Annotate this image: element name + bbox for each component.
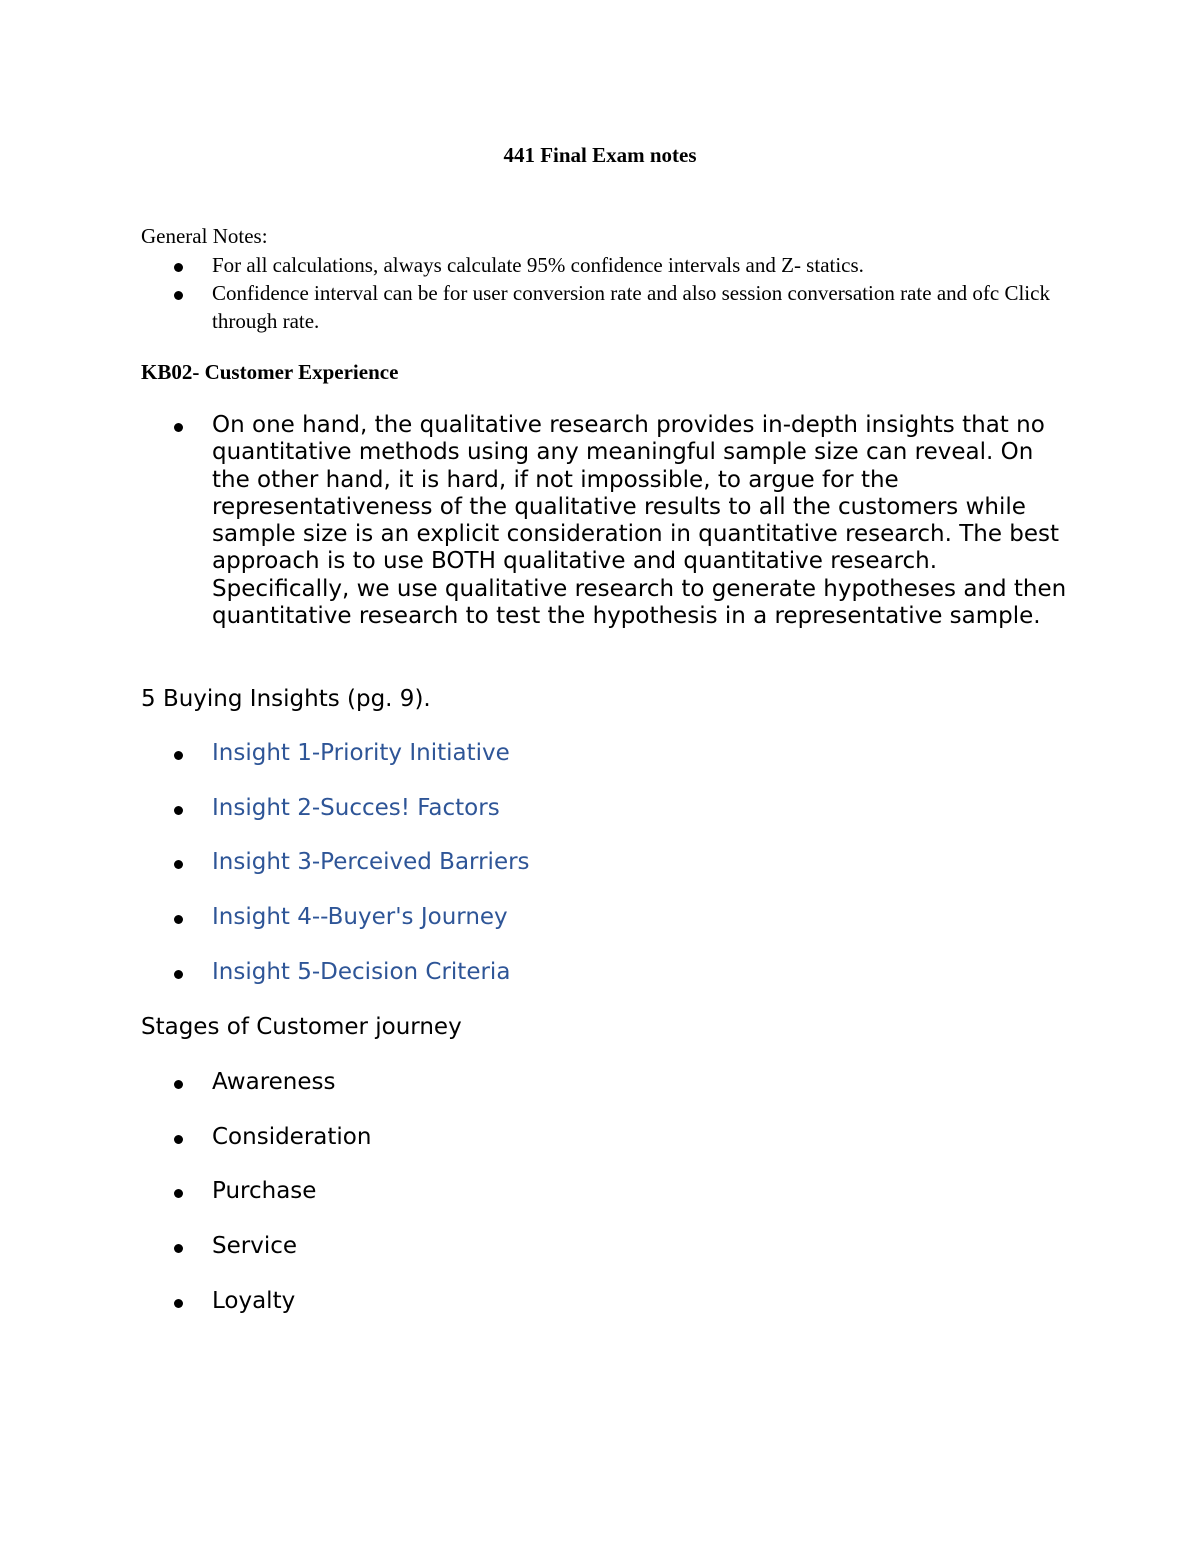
stage-label: Loyalty xyxy=(212,1287,296,1314)
list-item xyxy=(141,279,1071,335)
bullet-icon xyxy=(174,1242,183,1251)
list-item-text: For all calculations, always calculate 95% confidence intervals and Z- statics. xyxy=(212,253,864,277)
buying-insights-list xyxy=(141,740,1071,1013)
stage-label: Service xyxy=(212,1233,298,1260)
bullet-icon xyxy=(174,1133,183,1142)
insight-link[interactable]: Insight 1-Priority Initiative xyxy=(212,740,510,766)
bullet-icon xyxy=(174,804,183,813)
list-item xyxy=(141,1288,1071,1343)
bullet-icon xyxy=(174,858,183,867)
list-item xyxy=(141,1233,1071,1288)
journey-heading: Stages of Customer journey xyxy=(141,1014,462,1040)
general-notes-heading: General Notes: xyxy=(141,224,268,248)
list-item xyxy=(141,1178,1071,1233)
bullet-icon xyxy=(174,1297,183,1306)
insight-link[interactable]: Insight 2-Succes! Factors xyxy=(212,794,500,821)
stage-label: Awareness xyxy=(212,1069,336,1095)
insight-link[interactable]: Insight 5-Decision Criteria xyxy=(212,958,511,985)
list-item[interactable] xyxy=(141,959,1071,1014)
list-item[interactable] xyxy=(141,849,1071,904)
bullet-icon xyxy=(174,1187,183,1196)
bullet-icon xyxy=(174,289,183,298)
bullet-icon xyxy=(174,421,183,430)
stage-label: Consideration xyxy=(212,1123,372,1150)
general-notes-list xyxy=(141,251,1071,335)
list-item xyxy=(141,1069,1071,1124)
list-item[interactable] xyxy=(141,904,1071,959)
kb02-list xyxy=(141,412,1071,630)
insight-link[interactable]: Insight 3-Perceived Barriers xyxy=(212,849,530,876)
list-item-text: Confidence interval can be for user conversion rate and also session conversation rate and ofc Click through rate. xyxy=(212,281,1050,333)
kb02-heading: KB02- Customer Experience xyxy=(141,360,399,384)
bullet-icon xyxy=(174,913,183,922)
insight-link[interactable]: Insight 4--Buyer's Journey xyxy=(212,904,508,931)
stage-label: Purchase xyxy=(212,1178,317,1205)
page-title: 441 Final Exam notes xyxy=(503,143,697,167)
bullet-icon xyxy=(174,1078,183,1087)
bullet-icon xyxy=(174,749,183,758)
kb02-paragraph: On one hand, the qualitative research provides in-depth insights that no quantitative methods using any meaningful sample size can reveal. On the other hand, it is hard, if not impossible, to argue for the representativeness of the qualitative results to all the customers while sample size is an explicit consideration in quantitative research. The best approach is to use BOTH qualitative and quantitative research. Specifically, we use qualitative research to generate hypotheses and then quantitative research to test the hypothesis in a representative sample. xyxy=(212,412,1067,630)
list-item xyxy=(141,1124,1071,1179)
list-item xyxy=(141,251,1071,279)
list-item xyxy=(141,412,1071,630)
bullet-icon xyxy=(174,968,183,977)
journey-stages-list xyxy=(141,1069,1071,1342)
bullet-icon xyxy=(174,261,183,270)
list-item[interactable] xyxy=(141,795,1071,850)
buying-insights-heading: 5 Buying Insights (pg. 9). xyxy=(141,686,431,712)
list-item[interactable] xyxy=(141,740,1071,795)
